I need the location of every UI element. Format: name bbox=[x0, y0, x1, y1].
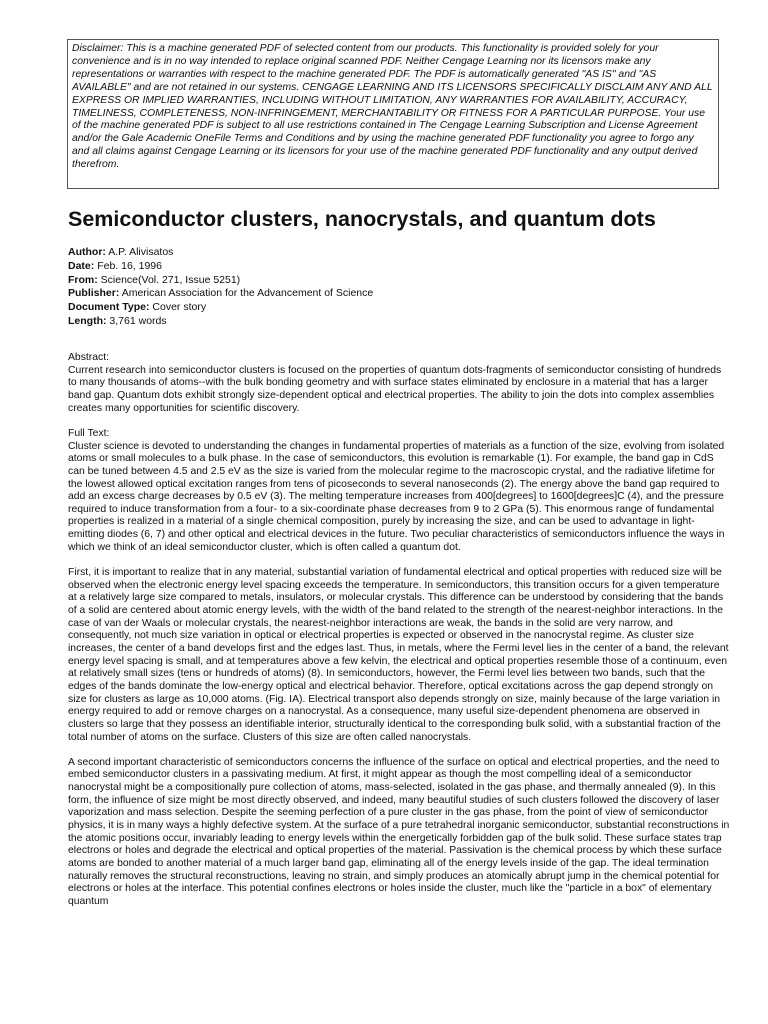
abstract-text: Current research into semiconductor clusters is focused on the properties of quantum dots-fragments of semiconductor consisting of hundreds to many thousands of atoms--with the bulk bonding geometry and with surface states eliminated by enclosure in a material that has a larger band gap. Quantum dots exhibit strongly size-dependent optical and electrical properties. The ability to join the dots into complex assemblies creates many opportunities for scientific discovery. bbox=[68, 364, 722, 414]
article-title: Semiconductor clusters, nanocrystals, and quantum dots bbox=[68, 207, 656, 231]
article-metadata bbox=[68, 246, 708, 329]
meta-from-value: Science(Vol. 271, Issue 5251) bbox=[100, 273, 241, 286]
paragraph-3: A second important characteristic of semiconductors concerns the influence of the surface on optical and electrical properties, and the need to embed semiconductor clusters in a passivating medium. At first, it might appear as though the most compelling ideal of a semiconductor nanocrystal might be a compositionally pure collection of atoms, mass-selected, isolated in the gas phase, and thermally annealed (9). In this form, the influence of size might be most directly observed, and indeed, many beautiful studies of such clusters followed the discovery of laser vaporization and mass selection. Despite the seeming perfection of a pure cluster in the gas phase, from the point of view of semiconductor physics, it is in many ways a highly defective system. At the surface of a pure tetrahedral inorganic semiconductor, substantial reconstructions in the atomic positions occur, invariably leading to energy levels within the energetically forbidden gap of the bulk solid. These surface states trap electrons or holes and degrade the electrical and optical properties of the material. Passivation is the chemical process by which these surface atoms are bonded to another material of a much larger band gap, eliminating all of the energy levels inside of the gap. The ideal termination naturally removes the structural reconstructions, leaving no strain, and simply produces an atomically abrupt jump in the chemical potential for electrons or holes at the interface. This potential confines electrons or holes inside the cluster, much like the "particle in a box" of elementary quantum bbox=[68, 756, 730, 908]
meta-author bbox=[68, 246, 708, 260]
meta-date-label: Date: bbox=[68, 259, 95, 272]
meta-document-type bbox=[68, 301, 708, 315]
meta-date-value: Feb. 16, 1996 bbox=[97, 259, 162, 272]
disclaimer-box: Disclaimer: This is a machine generated PDF of selected content from our products. This functionality is provided solely for your convenience and is in no way intended to replace original scanned PDF. Neither Cengage Learning nor its licensors make any representations or warranties with respect to the machine generated PDF. The PDF is automatically generated "AS IS" and "AS AVAILABLE" and are not retained in our systems. CENGAGE LEARNING AND ITS LICENSORS SPECIFICALLY DISCLAIM ANY AND ALL EXPRESS OR IMPLIED WARRANTIES, INCLUDING WITHOUT LIMITATION, ANY WARRANTIES FOR AVAILABILITY, ACCURACY, TIMELINESS, COMPLETENESS, NON-INFRINGEMENT, MERCHANTABILITY OR FITNESS FOR A PARTICULAR PURPOSE. Your use of the machine generated PDF is subject to all use restrictions contained in The Cengage Learning Subscription and License Agreement and/or the Gale Academic OneFile Terms and Conditions and by using the machine generated PDF functionality you agree to forgo any and all claims against Cengage Learning or its licensors for your use of the machine generated PDF functionality and any output derived therefrom. bbox=[67, 39, 719, 189]
meta-author-label: Author: bbox=[68, 246, 106, 258]
spacer bbox=[68, 415, 730, 428]
paragraph-2: First, it is important to realize that in any material, substantial variation of fundamental electrical and optical properties with reduced size will be observed when the electronic energy level spacing exceeds the temperature. In semiconductors, this transition occurs for a given temperature at a relatively large size compared to metals, insulators, or molecular crystals. This difference can be understood by considering that the bands of a solid are centered about atomic energy levels, with the width of the band related to the strength of the nearest-neighbor interactions. In the case of van der Waals or molecular crystals, the nearest-neighbor interactions are weak, the bands in the solid are very narrow, and consequently, not much size variation in optical or electrical properties is expected or observed in the nanocrystal regime. As cluster size increases, the center of a band develops first and the edges last. Thus, in metals, where the Fermi level lies in the center of a band, the relevant energy level spacing is small, and at temperatures above a few kelvin, the electrical and optical properties resemble those of a continuum, even at relatively small sizes (tens or hundreds of atoms) (8). In semiconductors, however, the Fermi level lies between two bands, such that the edges of the bands dominate the low-energy optical and electrical behavior. Therefore, optical excitations across the gap depend strongly on size for clusters as large as 10,000 atoms. (Fig. IA). Electrical transport also depends strongly on size, mainly because of the large variation in energy required to add or remove charges on a nanocrystal. As a consequence, many useful size-dependent phenomena are observed in clusters so large that they possess an identifiable interior, structurally identical to the corresponding bulk solid, with a substantial fraction of the total number of atoms on the surface. Clusters of this size are often called nanocrystals. bbox=[68, 567, 729, 743]
meta-length-label: Length: bbox=[68, 314, 107, 327]
fulltext-label: Full Text: bbox=[68, 427, 110, 439]
meta-doctype-label: Document Type: bbox=[68, 301, 150, 314]
spacer bbox=[68, 554, 730, 567]
meta-length-value: 3,761 words bbox=[109, 314, 167, 327]
meta-publisher-label: Publisher: bbox=[68, 287, 120, 300]
meta-from bbox=[68, 274, 708, 288]
article-body bbox=[68, 352, 730, 909]
meta-date bbox=[68, 260, 708, 274]
meta-from-label: From: bbox=[68, 273, 98, 286]
abstract-label: Abstract: bbox=[68, 352, 109, 363]
meta-doctype-value: Cover story bbox=[152, 301, 207, 314]
spacer bbox=[68, 744, 730, 757]
meta-publisher-value: American Association for the Advancement of Science bbox=[121, 287, 374, 300]
meta-publisher bbox=[68, 287, 708, 301]
paragraph-1: Cluster science is devoted to understanding the changes in fundamental properties of materials as a function of the size, evolving from isolated atoms or small molecules to a bulk phase. In the case of semiconductors, this evolution is remarkable (1). For example, the band gap in CdS can be tuned between 4.5 and 2.5 eV as the size is varied from the molecular regime to the macroscopic crystal, and the radiative lifetime for the lowest allowed optical excitation ranges from tens of picoseconds to several nanoseconds (2). The energy above the band gap required to add an excess charge decreases by 0.5 eV (3). The melting temperature increases from 400[degrees] to 1600[degrees]C (4), and the pressure required to induce transformation from a four- to a six-coordinate phase decreases from 9 to 2 GPa (5). This enormous range of fundamental properties is realized in a material of a single chemical composition, purely by increasing the size, and can be used to advantage in light-emitting diodes (6, 7) and other optical and electrical devices in the future. Two peculiar characteristics of semiconductors influence the ways in which we think of an ideal semiconductor cluster, which is often called a quantum dot. bbox=[68, 440, 725, 553]
meta-length bbox=[68, 315, 708, 329]
meta-author-value: A.P. Alivisatos bbox=[108, 246, 174, 258]
